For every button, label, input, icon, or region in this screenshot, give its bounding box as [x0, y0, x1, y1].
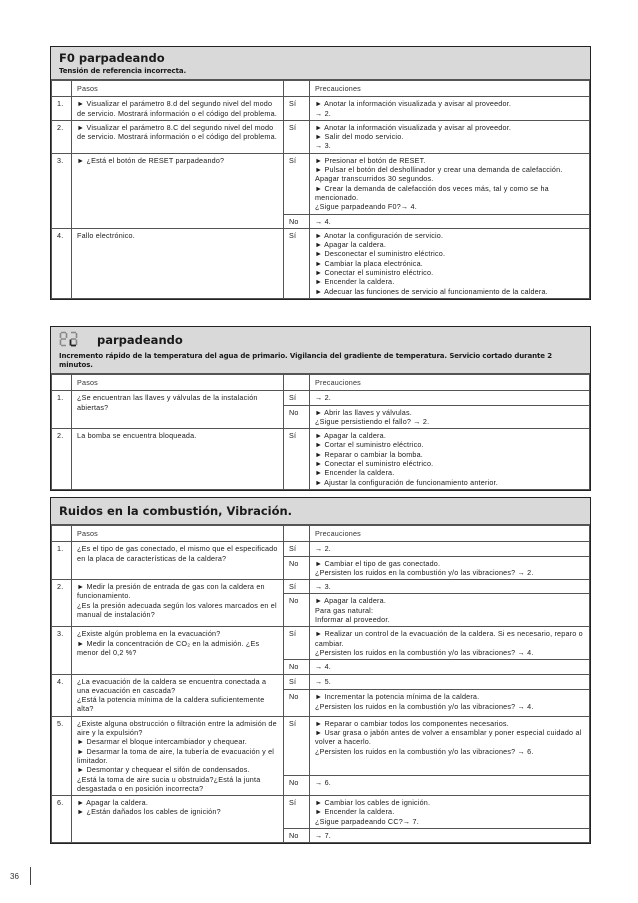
- precaution-line: ► Abrir las llaves y válvulas.: [315, 407, 412, 417]
- precaution-cell: [310, 97, 590, 121]
- precaution-line: ¿Persisten los ruidos en la combustión y/o las vibraciones? → 4.: [315, 701, 534, 711]
- answer-cell: No: [284, 556, 310, 580]
- precaution-line: ► Apagar la caldera.: [315, 596, 387, 606]
- step-number-cell: 4.: [52, 228, 72, 298]
- precaution-line: → 4.: [315, 662, 331, 672]
- step-description-cell: ¿Existe algún problema en la evacuación? ► Medir la concentración de CO₂ en la admisión. ¿Es menor del 0,2 %?: [72, 627, 284, 674]
- precaution-line: ► Cambiar los cables de ignición.: [315, 798, 431, 808]
- precaution-line: ► Reparar o cambiar todos los componentes necesarios.: [315, 718, 509, 728]
- step-description-cell: ► Visualizar el parámetro 8.C del segundo nivel del modo de servicio. Mostrará información o el código del problema.: [72, 120, 284, 153]
- step-number-cell: 3.: [52, 627, 72, 674]
- section-title: F0 parpadeando: [59, 51, 165, 65]
- table-row: [52, 716, 590, 775]
- section-f0: [50, 46, 591, 300]
- page-number: 36: [10, 872, 19, 881]
- answer-cell: No: [284, 776, 310, 796]
- precaution-cell: [310, 391, 590, 405]
- header-answer-cell: [284, 375, 310, 391]
- precaution-line: → 4.: [315, 216, 331, 226]
- step-description-cell: Fallo electrónico.: [72, 228, 284, 298]
- steps-table: [51, 80, 590, 299]
- column-header-row: [52, 81, 590, 97]
- section-header: [51, 498, 590, 525]
- precaution-cell: [310, 627, 590, 660]
- step-number-cell: 1.: [52, 391, 72, 429]
- answer-cell: No: [284, 660, 310, 674]
- precaution-cell: [310, 405, 590, 429]
- precaution-line: ► Reparar o cambiar la bomba.: [315, 449, 423, 459]
- section-subtitle: Tensión de referencia incorrecta.: [59, 67, 187, 75]
- precaution-line: ► Realizar un control de la evacuación de la caldera. Si es necesario, reparo o cambiar.: [315, 629, 583, 648]
- precaution-line: ► Encender la caldera.: [315, 468, 395, 478]
- precaution-line: ► Conectar el suministro eléctrico.: [315, 268, 434, 278]
- section-temp-gradient: [50, 326, 591, 491]
- precaution-line: → 3.: [315, 141, 331, 151]
- step-description-cell: ► ¿Está el botón de RESET parpadeando?: [72, 153, 284, 228]
- precaution-line: ¿Persisten los ruidos en la combustión y/o las vibraciones? → 6.: [315, 746, 534, 756]
- answer-cell: Sí: [284, 391, 310, 405]
- precaution-cell: [310, 829, 590, 843]
- answer-cell: Sí: [284, 580, 310, 594]
- precaution-cell: [310, 542, 590, 556]
- precaution-line: ► Salir del modo servicio.: [315, 132, 404, 142]
- step-description-cell: La bomba se encuentra bloqueada.: [72, 429, 284, 490]
- header-answer-cell: [284, 81, 310, 97]
- step-description-cell: ► Apagar la caldera. ► ¿Están dañados los cables de ignición?: [72, 796, 284, 843]
- answer-cell: Sí: [284, 120, 310, 153]
- precaution-line: ► Apagar la caldera.: [315, 240, 387, 250]
- precaution-line: → 3.: [315, 582, 331, 592]
- precaution-line: ¿Sigue persistiendo el fallo? → 2.: [315, 416, 430, 426]
- answer-cell: No: [284, 594, 310, 627]
- header-precauciones-cell: Precauciones: [310, 81, 590, 97]
- precaution-line: ► Incrementar la potencia mínima de la caldera.: [315, 692, 480, 702]
- precaution-line: ► Encender la caldera.: [315, 807, 395, 817]
- precaution-cell: [310, 120, 590, 153]
- header-answer-cell: [284, 526, 310, 542]
- seven-segment-display-icon: [59, 331, 79, 350]
- precaution-cell: [310, 660, 590, 674]
- table-row: [52, 627, 590, 660]
- precaution-line: ► Cambiar el tipo de gas conectado.: [315, 558, 441, 568]
- header-num-cell: [52, 526, 72, 542]
- answer-cell: Sí: [284, 228, 310, 298]
- step-number-cell: 1.: [52, 542, 72, 580]
- answer-cell: No: [284, 829, 310, 843]
- answer-cell: Sí: [284, 429, 310, 490]
- step-number-cell: 2.: [52, 429, 72, 490]
- answer-cell: Sí: [284, 674, 310, 690]
- section-header: [51, 327, 590, 374]
- precaution-line: ► Pulsar el botón del deshollinador y crear una demanda de calefacción. Apagar transcurridos 30 segundos.: [315, 165, 563, 184]
- table-row: [52, 796, 590, 829]
- step-number-cell: 5.: [52, 716, 72, 795]
- precaution-line: ► Conectar el suministro eléctrico.: [315, 459, 434, 469]
- precaution-line: → 2.: [315, 108, 331, 118]
- steps-table: [51, 525, 590, 843]
- table-row: [52, 542, 590, 556]
- precaution-line: → 6.: [315, 778, 331, 788]
- section-title: parpadeando: [97, 333, 183, 347]
- step-description-cell: ► Medir la presión de entrada de gas con la caldera en funcionamiento. ¿Es la presión adecuada según los valores marcados en el manual de instalación?: [72, 580, 284, 627]
- precaution-line: → 2.: [315, 393, 331, 403]
- precaution-cell: [310, 214, 590, 228]
- page-divider: [30, 867, 31, 885]
- precaution-line: ► Adecuar las funciones de servicio al funcionamiento de la caldera.: [315, 286, 548, 296]
- header-precauciones-cell: Precauciones: [310, 375, 590, 391]
- precaution-line: Para gas natural:: [315, 605, 374, 615]
- precaution-line: ► Cambiar la placa electrónica.: [315, 258, 423, 268]
- section-subtitle: Incremento rápido de la temperatura del agua de primario. Vigilancia del gradiente de temperatura. Servicio cortado durante 2 minutos.: [59, 352, 553, 369]
- table-row: [52, 120, 590, 153]
- precaution-line: ► Ajustar la configuración de funcionamiento anterior.: [315, 477, 498, 487]
- answer-cell: Sí: [284, 716, 310, 775]
- precaution-line: → 2.: [315, 544, 331, 554]
- precaution-line: ► Cortar el suministro eléctrico.: [315, 440, 424, 450]
- step-description-cell: ¿Se encuentran las llaves y válvulas de la instalación abiertas?: [72, 391, 284, 429]
- precaution-cell: [310, 228, 590, 298]
- precaution-line: ¿Sigue parpadeando F0?→ 4.: [315, 202, 417, 212]
- precaution-line: ► Encender la caldera.: [315, 277, 395, 287]
- table-row: [52, 153, 590, 214]
- precaution-cell: [310, 580, 590, 594]
- precaution-line: ► Desconectar el suministro eléctrico.: [315, 249, 446, 259]
- step-number-cell: 1.: [52, 97, 72, 121]
- header-pasos-cell: Pasos: [72, 81, 284, 97]
- precaution-line: ► Apagar la caldera.: [315, 431, 387, 441]
- precaution-cell: [310, 690, 590, 716]
- section-noise-vibration: [50, 497, 591, 844]
- answer-cell: Sí: [284, 627, 310, 660]
- precaution-line: ► Anotar la información visualizada y avisar al proveedor.: [315, 122, 512, 132]
- header-pasos-cell: Pasos: [72, 526, 284, 542]
- table-row: [52, 674, 590, 690]
- answer-cell: Sí: [284, 796, 310, 829]
- precaution-cell: [310, 153, 590, 214]
- header-num-cell: [52, 375, 72, 391]
- answer-cell: No: [284, 405, 310, 429]
- table-row: [52, 97, 590, 121]
- step-description-cell: ¿Es el tipo de gas conectado, el mismo que el especificado en la placa de características de la caldera?: [72, 542, 284, 580]
- precaution-line: ► Anotar la información visualizada y avisar al proveedor.: [315, 99, 512, 109]
- column-header-row: [52, 375, 590, 391]
- precaution-cell: [310, 796, 590, 829]
- precaution-cell: [310, 594, 590, 627]
- table-row: [52, 580, 590, 594]
- step-number-cell: 3.: [52, 153, 72, 228]
- section-title: Ruidos en la combustión, Vibración.: [59, 504, 293, 518]
- precaution-cell: [310, 556, 590, 580]
- precaution-cell: [310, 776, 590, 796]
- step-number-cell: 6.: [52, 796, 72, 843]
- column-header-row: [52, 526, 590, 542]
- table-row: [52, 429, 590, 490]
- step-number-cell: 4.: [52, 674, 72, 716]
- step-description-cell: ► Visualizar el parámetro 8.d del segundo nivel del modo de servicio. Mostrará información o el código del problema.: [72, 97, 284, 121]
- step-number-cell: 2.: [52, 580, 72, 627]
- steps-table: [51, 374, 590, 490]
- precaution-line: ► Crear la demanda de calefacción dos veces más, tal y como se ha mencionado.: [315, 183, 549, 202]
- header-pasos-cell: Pasos: [72, 375, 284, 391]
- table-row: [52, 228, 590, 298]
- answer-cell: Sí: [284, 153, 310, 214]
- header-precauciones-cell: Precauciones: [310, 526, 590, 542]
- table-row: [52, 391, 590, 405]
- step-description-cell: ¿Existe alguna obstrucción o filtración entre la admisión de aire y la expulsión? ► Desarmar el bloque intercambiador y chequear. ► Desarmar la toma de aire, la tubería de evacuación y el limitador. ► Desmontar y chequear el sifón de condensados. ¿Está la toma de aire sucia u obstruida?¿Está la junta desgastada o en posición incorrecta?: [72, 716, 284, 795]
- precaution-line: → 7.: [315, 831, 331, 841]
- precaution-line: ¿Persisten los ruidos en la combustión y/o las vibraciones? → 2.: [315, 567, 534, 577]
- precaution-line: ► Usar grasa o jabón antes de volver a ensamblar y poner especial cuidado al volver a hacerlo.: [315, 728, 582, 747]
- precaution-line: ► Anotar la configuración de servicio.: [315, 230, 444, 240]
- header-num-cell: [52, 81, 72, 97]
- precaution-line: Informar al proveedor.: [315, 615, 390, 625]
- answer-cell: No: [284, 214, 310, 228]
- precaution-line: → 5.: [315, 676, 331, 686]
- precaution-line: ¿Persisten los ruidos en la combustión y/o las vibraciones? → 4.: [315, 647, 534, 657]
- answer-cell: Sí: [284, 542, 310, 556]
- precaution-cell: [310, 716, 590, 775]
- precaution-line: ¿Sigue parpadeando CC?→ 7.: [315, 816, 419, 826]
- answer-cell: Sí: [284, 97, 310, 121]
- step-number-cell: 2.: [52, 120, 72, 153]
- answer-cell: No: [284, 690, 310, 716]
- precaution-cell: [310, 674, 590, 690]
- section-header: [51, 47, 590, 80]
- precaution-cell: [310, 429, 590, 490]
- precaution-line: ► Presionar el botón de RESET.: [315, 155, 426, 165]
- step-description-cell: ¿La evacuación de la caldera se encuentra conectada a una evacuación en cascada? ¿Está la potencia mínima de la caldera suficientemente alta?: [72, 674, 284, 716]
